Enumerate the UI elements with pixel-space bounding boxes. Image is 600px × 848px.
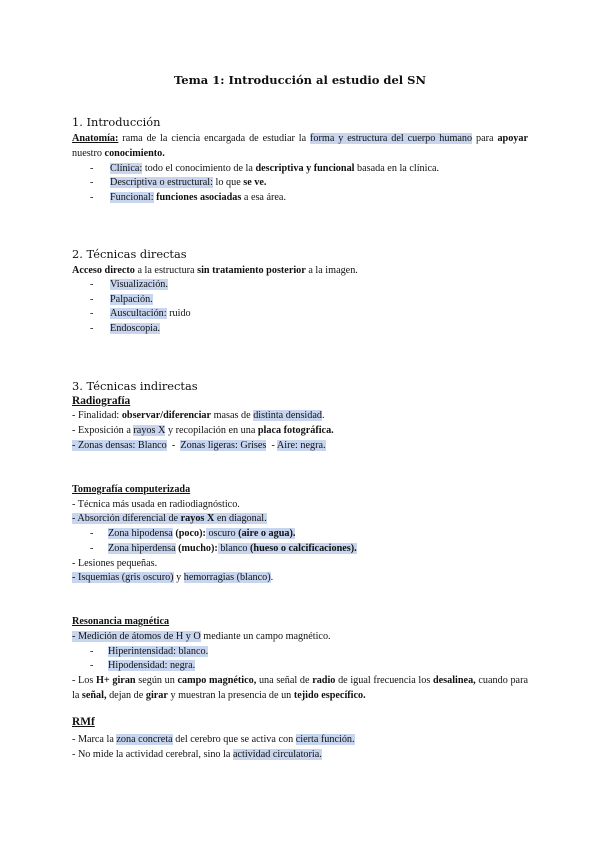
radiografia-line-2: - Exposición a rayos X y recopilación en una placa fotográfica. bbox=[72, 425, 334, 436]
tomografia-title: Tomografía computerizada bbox=[72, 484, 191, 495]
tomografia-line-4: - Isquemias (gris oscuro) y hemorragias (blanco). bbox=[72, 572, 274, 583]
radiografia-line-3: - Zonas densas: Blanco - Zonas ligeras: Grises - Aire: negra. bbox=[72, 440, 326, 451]
section-2-heading: 2. Técnicas directas bbox=[72, 247, 187, 261]
resonancia-line-1: - Medición de átomos de H y O mediante un campo magnético. bbox=[72, 631, 331, 642]
acceso-directo-line: Acceso directo a la estructura sin tratamiento posterior a la imagen. bbox=[72, 265, 358, 276]
anatomia-definition: Anatomía: rama de la ciencia encargada de estudiar la forma y estructura del cuerpo humano para apoyar nuestro conocimiento. bbox=[72, 133, 528, 159]
section-3-heading: 3. Técnicas indirectas bbox=[72, 379, 198, 393]
page-title: Tema 1: Introducción al estudio del SN bbox=[174, 73, 426, 87]
tomografia-line-2: - Absorción diferencial de rayos X en diagonal. bbox=[72, 513, 267, 524]
radiografia-title: Radiografía bbox=[72, 395, 131, 407]
anatomia-term: Anatomía: bbox=[72, 133, 119, 144]
resonancia-paragraph: - Los H+ giran según un campo magnético, una señal de radio de igual frecuencia los desalinea, cuando para la señal, dejan de girar y muestran la presencia de un tejido específico. bbox=[72, 675, 528, 701]
tomografia-line-3: - Lesiones pequeñas. bbox=[72, 558, 158, 569]
section-1-heading: 1. Introducción bbox=[72, 115, 161, 129]
rmf-line-1: - Marca la zona concreta del cerebro que se activa con cierta función. bbox=[72, 734, 355, 745]
radiografia-line-1: - Finalidad: observar/diferenciar masas de distinta densidad. bbox=[72, 410, 325, 421]
rmf-line-2: - No mide la actividad cerebral, sino la actividad circulatoria. bbox=[72, 749, 322, 760]
tomografia-line-1: - Técnica más usada en radiodiagnóstico. bbox=[72, 499, 240, 510]
rmf-title: RMf bbox=[72, 716, 95, 728]
resonancia-title: Resonancia magnética bbox=[72, 616, 170, 627]
